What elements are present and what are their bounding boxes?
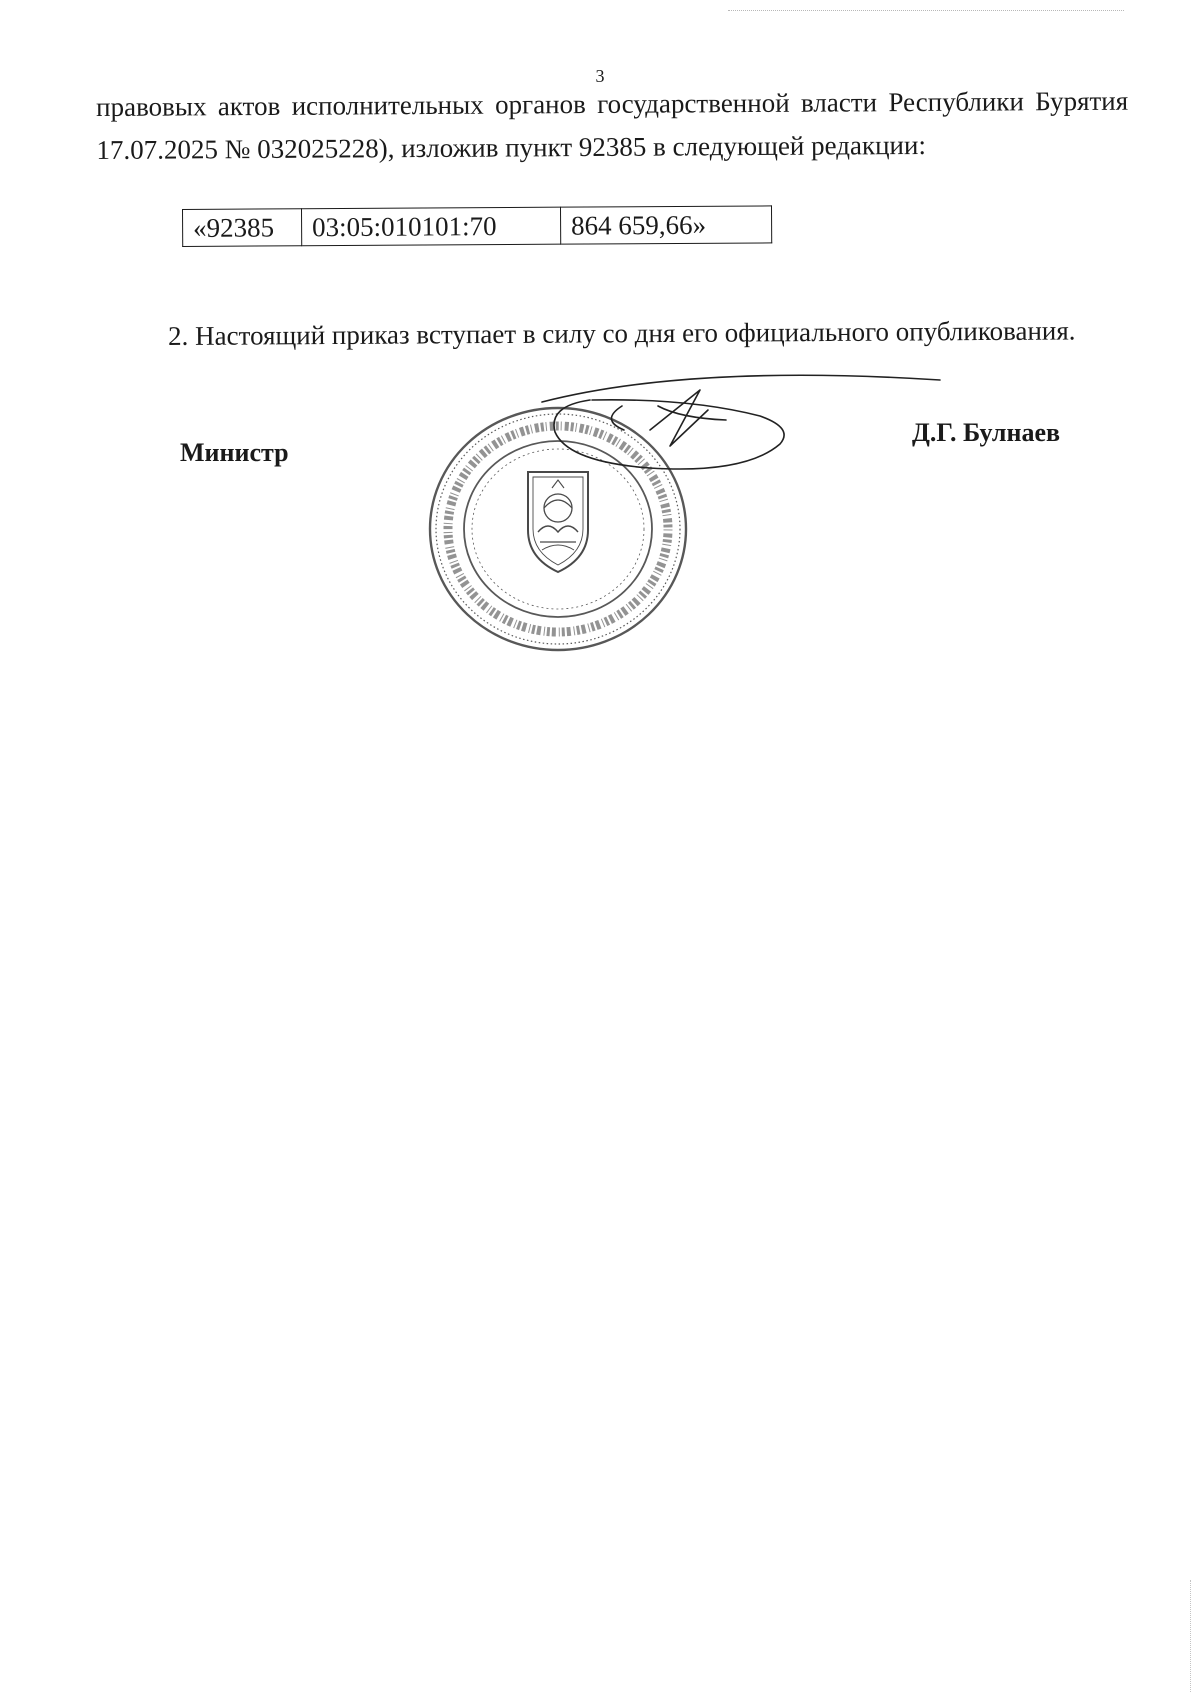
body-paragraph-1: правовых актов исполнительных органов государственной власти Республики Бурятия 17.07.2025 № 032025228), изложив пункт 92385 в следующей редакции:: [96, 85, 1129, 165]
signer-name: Д.Г. Булнаев: [912, 418, 1061, 447]
scan-artifact-top: [728, 10, 1124, 17]
amendment-table: [182, 205, 772, 247]
signer-role: Министр: [180, 438, 289, 467]
table-cell-value: 864 659,66»: [560, 206, 771, 244]
handwritten-signature-icon: [540, 370, 960, 490]
table-row: [183, 206, 772, 247]
page-number: 3: [595, 66, 605, 86]
table-cell-cadastral-number: 03:05:010101:70: [302, 207, 561, 246]
body-paragraph-2: 2. Настоящий приказ вступает в силу со дня его официального опубликования.: [168, 315, 1076, 351]
table-cell-item-number: «92385: [183, 209, 302, 247]
scan-artifact-right: [1190, 1580, 1193, 1692]
